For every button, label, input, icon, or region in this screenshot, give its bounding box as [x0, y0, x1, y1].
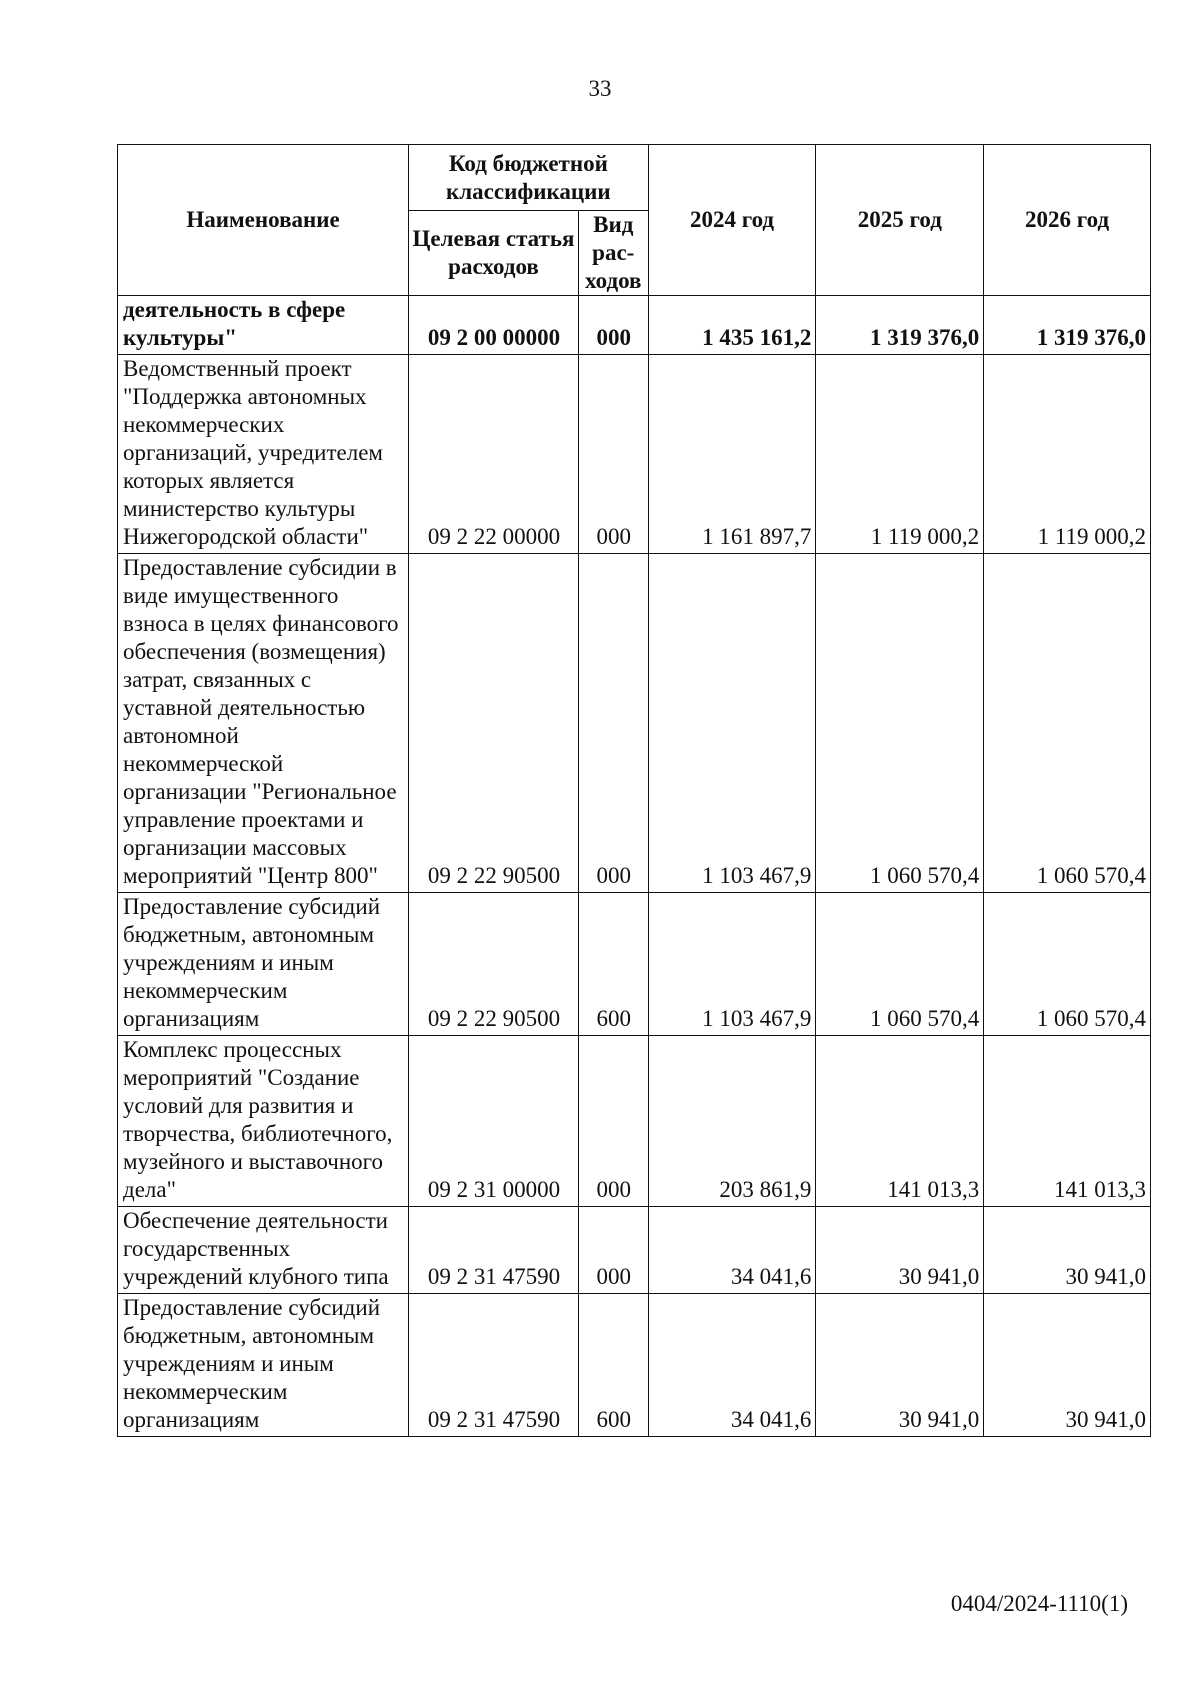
row-amount-2026: 141 013,3: [984, 1036, 1151, 1207]
table-row: [118, 1294, 1151, 1437]
row-amount-2026: 30 941,0: [984, 1207, 1151, 1294]
row-expense-type: 000: [578, 1036, 648, 1207]
row-amount-2024: 1 435 161,2: [648, 296, 816, 355]
row-amount-2025: 1 060 570,4: [816, 554, 984, 893]
row-name: деятельность в сфере культуры": [118, 296, 409, 355]
row-expense-type: 000: [578, 296, 648, 355]
header-expense-type: Вид рас-ходов: [578, 211, 648, 296]
row-name: Комплекс процессных мероприятий "Создание условий для развития и творчества, библиотечного, музейного и выставочного дела": [118, 1036, 409, 1207]
row-amount-2024: 1 103 467,9: [648, 893, 816, 1036]
row-amount-2026: 1 060 570,4: [984, 554, 1151, 893]
header-name: Наименование: [118, 145, 409, 296]
row-expense-type: 000: [578, 355, 648, 554]
row-expense-type: 600: [578, 1294, 648, 1437]
row-name: Обеспечение деятельности государственных учреждений клубного типа: [118, 1207, 409, 1294]
row-amount-2025: 1 319 376,0: [816, 296, 984, 355]
row-amount-2026: 1 119 000,2: [984, 355, 1151, 554]
table-body: [118, 296, 1151, 1437]
row-name: Ведомственный проект "Поддержка автономных некоммерческих организаций, учредителем которых является министерство культуры Нижегородской области": [118, 355, 409, 554]
table-row: [118, 355, 1151, 554]
header-budget-code: Код бюджетной классификации: [409, 145, 649, 211]
header-year-2024: 2024 год: [648, 145, 816, 296]
table-row: [118, 296, 1151, 355]
table-row: [118, 554, 1151, 893]
row-target-article: 09 2 31 00000: [409, 1036, 579, 1207]
row-target-article: 09 2 31 47590: [409, 1207, 579, 1294]
table-header: [118, 145, 1151, 296]
row-amount-2025: 1 060 570,4: [816, 893, 984, 1036]
table-row: [118, 1207, 1151, 1294]
row-expense-type: 600: [578, 893, 648, 1036]
row-amount-2025: 30 941,0: [816, 1294, 984, 1437]
page-number: 33: [588, 76, 612, 101]
header-target-article: Целевая статья расходов: [409, 211, 579, 296]
row-amount-2025: 141 013,3: [816, 1036, 984, 1207]
row-name: Предоставление субсидий бюджетным, автономным учреждениям и иным некоммерческим организациям: [118, 1294, 409, 1437]
document-code: 0404/2024-1110(1): [950, 1591, 1128, 1616]
table-row: [118, 1036, 1151, 1207]
row-target-article: 09 2 22 90500: [409, 554, 579, 893]
row-amount-2026: 1 060 570,4: [984, 893, 1151, 1036]
row-amount-2024: 1 103 467,9: [648, 554, 816, 893]
row-expense-type: 000: [578, 1207, 648, 1294]
row-amount-2024: 1 161 897,7: [648, 355, 816, 554]
row-amount-2025: 30 941,0: [816, 1207, 984, 1294]
row-amount-2024: 203 861,9: [648, 1036, 816, 1207]
header-year-2026: 2026 год: [984, 145, 1151, 296]
row-target-article: 09 2 22 90500: [409, 893, 579, 1036]
header-year-2025: 2025 год: [816, 145, 984, 296]
row-amount-2026: 1 319 376,0: [984, 296, 1151, 355]
row-amount-2024: 34 041,6: [648, 1207, 816, 1294]
row-name: Предоставление субсидии в виде имущественного взноса в целях финансового обеспечения (возмещения) затрат, связанных с уставной деятельностью автономной некоммерческой организации "Региональное управление проектами и организации массовых мероприятий "Центр 800": [118, 554, 409, 893]
row-target-article: 09 2 31 47590: [409, 1294, 579, 1437]
row-expense-type: 000: [578, 554, 648, 893]
table-row: [118, 893, 1151, 1036]
budget-table: [117, 144, 1151, 1437]
row-amount-2024: 34 041,6: [648, 1294, 816, 1437]
row-target-article: 09 2 22 00000: [409, 355, 579, 554]
row-amount-2025: 1 119 000,2: [816, 355, 984, 554]
row-name: Предоставление субсидий бюджетным, автономным учреждениям и иным некоммерческим организациям: [118, 893, 409, 1036]
row-amount-2026: 30 941,0: [984, 1294, 1151, 1437]
row-target-article: 09 2 00 00000: [409, 296, 579, 355]
